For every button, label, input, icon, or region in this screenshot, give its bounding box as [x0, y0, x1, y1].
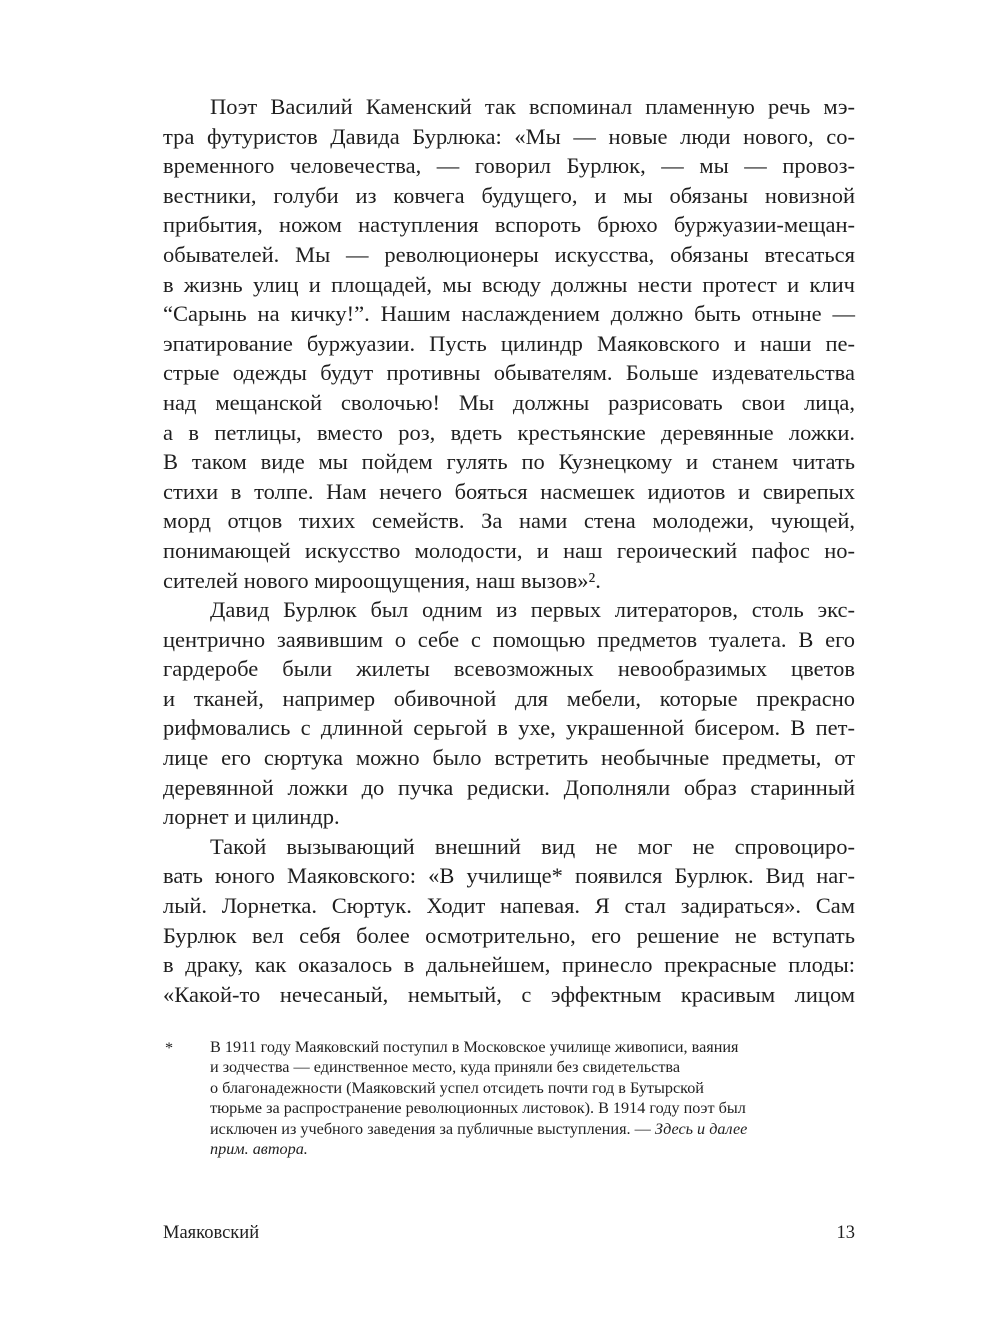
page-number: 13 — [836, 1223, 855, 1243]
body-line: в драку, как оказалось в дальнейшем, принесло прекрасные плоды: — [163, 952, 855, 978]
body-line: обывателей. Мы — революционеры искусства, обязаны втесаться — [163, 241, 855, 267]
footnote-marker: * — [165, 1039, 174, 1057]
footnote — [163, 1037, 855, 1159]
body-line: гардеробе были жилеты всевозможных невообразимых цветов — [163, 656, 855, 682]
body-line: над мещанской сволочью! Мы должны разрисовать свои лица, — [163, 389, 855, 415]
body-line: В таком виде мы пойдем гулять по Кузнецкому и станем читать — [163, 449, 855, 475]
footnote-text — [210, 1037, 855, 1159]
body-line: рифмовались с длинной серьгой в ухе, украшенной бисером. В пет- — [163, 715, 855, 741]
footnote-line: о благонадежности (Маяковский успел отсидеть почти год в Бутырской — [210, 1078, 704, 1097]
body-line: “Сарынь на кичку!”. Нашим наслаждением должно быть отныне — — [163, 301, 855, 327]
body-line: и тканей, например обивочной для мебели, которые прекрасно — [163, 685, 855, 711]
body-line: вать юного Маяковского: «В училище* появился Бурлюк. Вид наг- — [163, 863, 855, 889]
body-text — [163, 92, 855, 1009]
footnote-line: исключен из учебного заведения за публичные выступления. — Здесь и далее — [210, 1119, 748, 1138]
body-line: стихи в толпе. Нам нечего бояться насмешек идиотов и свирепых — [163, 478, 855, 504]
body-line: деревянной ложки до пучка редиски. Дополняли образ старинный — [163, 774, 855, 800]
footnote-line: и зодчества — единственное место, куда приняли без свидетельства — [210, 1058, 681, 1077]
body-line: лый. Лорнетка. Сюртук. Ходит напевая. Я стал задираться». Сам — [163, 893, 855, 919]
running-title: Маяковский — [163, 1223, 260, 1243]
body-line: вестники, голуби из ковчега будущего, и мы обязаны новизной — [163, 182, 855, 208]
footnote-line: прим. автора. — [210, 1139, 308, 1158]
body-line: а в петлицы, вместо роз, вдеть крестьянские деревянные ложки. — [163, 419, 855, 445]
body-line: тра футуристов Давида Бурлюка: «Мы — новые люди нового, со- — [163, 123, 855, 149]
body-line: Такой вызывающий внешний вид не мог не спровоциро- — [210, 833, 855, 859]
body-line: сителей нового мироощущения, наш вызов»². — [163, 567, 601, 593]
body-line: морд отцов тихих семейств. За нами стена молодежи, чующей, — [163, 508, 855, 534]
body-line: временного человечества, — говорил Бурлюк, — мы — провоз- — [163, 153, 855, 179]
body-line: понимающей искусство молодости, и наш героический пафос но- — [163, 537, 855, 563]
body-line: лице его сюртука можно было встретить необычные предметы, от — [163, 745, 855, 771]
body-line: лорнет и цилиндр. — [163, 804, 340, 830]
body-line: Поэт Василий Каменский так вспоминал пламенную речь мэ- — [210, 94, 855, 119]
body-line: центрично заявившим о себе с помощью предметов туалета. В его — [163, 626, 855, 652]
body-line: Бурлюк вел себя более осмотрительно, его решение не вступать — [163, 922, 855, 948]
body-line: «Какой-то нечесаный, немытый, с эффектным красивым лицом — [163, 981, 855, 1007]
body-line: стрые одежды будут противны обывателям. Больше издевательства — [163, 360, 855, 386]
body-line: в жизнь улиц и площадей, мы всюду должны нести протест и клич — [163, 271, 855, 297]
body-line: Давид Бурлюк был одним из первых литераторов, столь экс- — [210, 597, 855, 623]
body-line: эпатирование буржуазии. Пусть цилиндр Маяковского и наши пе- — [163, 330, 855, 356]
body-line: прибытия, ножом наступления вспороть брюхо буржуазии-мещан- — [163, 212, 855, 238]
page-footer — [163, 1221, 855, 1245]
footnote-line: В 1911 году Маяковский поступил в Московское училище живописи, ваяния — [210, 1038, 739, 1056]
footnote-line: тюрьме за распространение революционных листовок). В 1914 году поэт был — [210, 1099, 746, 1118]
